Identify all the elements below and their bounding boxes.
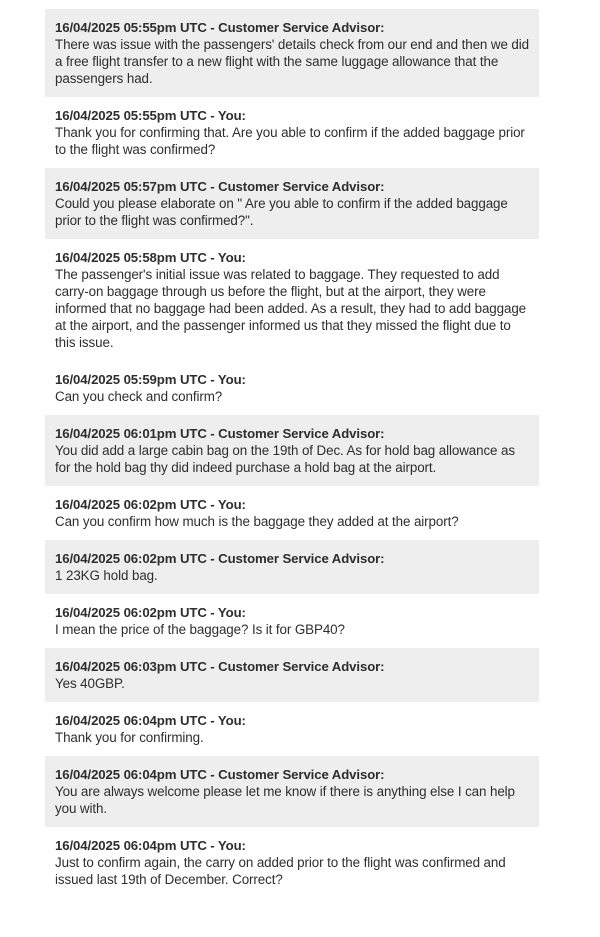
message-body: Could you please elaborate on " Are you able to confirm if the added baggage prior to the flight was confirmed?". xyxy=(55,196,508,228)
message-body: Just to confirm again, the carry on added prior to the flight was confirmed and issued last 19th of December. Correct? xyxy=(55,855,506,887)
chat-message-user xyxy=(45,594,539,648)
chat-message-user xyxy=(45,361,539,415)
message-body: You did add a large cabin bag on the 19th of Dec. As for hold bag allowance as for the hold bag thy did indeed purchase a hold bag at the airport. xyxy=(55,443,515,475)
message-body: Can you check and confirm? xyxy=(55,389,223,404)
chat-message-user xyxy=(45,827,539,898)
message-header: 16/04/2025 05:58pm UTC - You: xyxy=(55,250,246,265)
message-body: Thank you for confirming. xyxy=(55,730,204,745)
message-header: 16/04/2025 06:03pm UTC - Customer Service Advisor: xyxy=(55,659,385,674)
message-body: Yes 40GBP. xyxy=(55,676,125,691)
message-body: The passenger's initial issue was related to baggage. They requested to add carry-on baggage through us before the flight, but at the airport, they were informed that no baggage had been added. As a result, they had to add baggage at the airport, and the passenger informed us that they missed the flight due to this issue. xyxy=(55,267,527,350)
message-header: 16/04/2025 06:02pm UTC - Customer Service Advisor: xyxy=(55,551,385,566)
chat-message-advisor xyxy=(45,9,539,97)
chat-message-advisor xyxy=(45,415,539,486)
message-header: 16/04/2025 06:04pm UTC - You: xyxy=(55,713,246,728)
chat-message-advisor xyxy=(45,168,539,239)
message-body: I mean the price of the baggage? Is it for GBP40? xyxy=(55,622,345,637)
chat-message-user xyxy=(45,702,539,756)
message-body: 1 23KG hold bag. xyxy=(55,568,158,583)
message-header: 16/04/2025 06:04pm UTC - Customer Service Advisor: xyxy=(55,767,385,782)
chat-transcript xyxy=(45,9,539,898)
chat-message-user xyxy=(45,239,539,361)
message-header: 16/04/2025 05:59pm UTC - You: xyxy=(55,372,246,387)
message-header: 16/04/2025 05:55pm UTC - You: xyxy=(55,108,246,123)
chat-message-advisor xyxy=(45,756,539,827)
message-body: Thank you for confirming that. Are you able to confirm if the added baggage prior to the flight was confirmed? xyxy=(55,125,525,157)
message-body: There was issue with the passengers' details check from our end and then we did a free flight transfer to a new flight with the same luggage allowance that the passengers had. xyxy=(55,37,530,86)
chat-message-advisor xyxy=(45,648,539,702)
chat-message-user xyxy=(45,97,539,168)
message-header: 16/04/2025 06:02pm UTC - You: xyxy=(55,605,246,620)
chat-message-advisor xyxy=(45,540,539,594)
message-header: 16/04/2025 05:55pm UTC - Customer Service Advisor: xyxy=(55,20,385,35)
message-header: 16/04/2025 06:04pm UTC - You: xyxy=(55,838,246,853)
chat-message-user xyxy=(45,486,539,540)
message-header: 16/04/2025 06:01pm UTC - Customer Service Advisor: xyxy=(55,426,385,441)
message-body: Can you confirm how much is the baggage they added at the airport? xyxy=(55,514,459,529)
message-body: You are always welcome please let me know if there is anything else I can help you with. xyxy=(55,784,515,816)
message-header: 16/04/2025 06:02pm UTC - You: xyxy=(55,497,246,512)
message-header: 16/04/2025 05:57pm UTC - Customer Service Advisor: xyxy=(55,179,385,194)
